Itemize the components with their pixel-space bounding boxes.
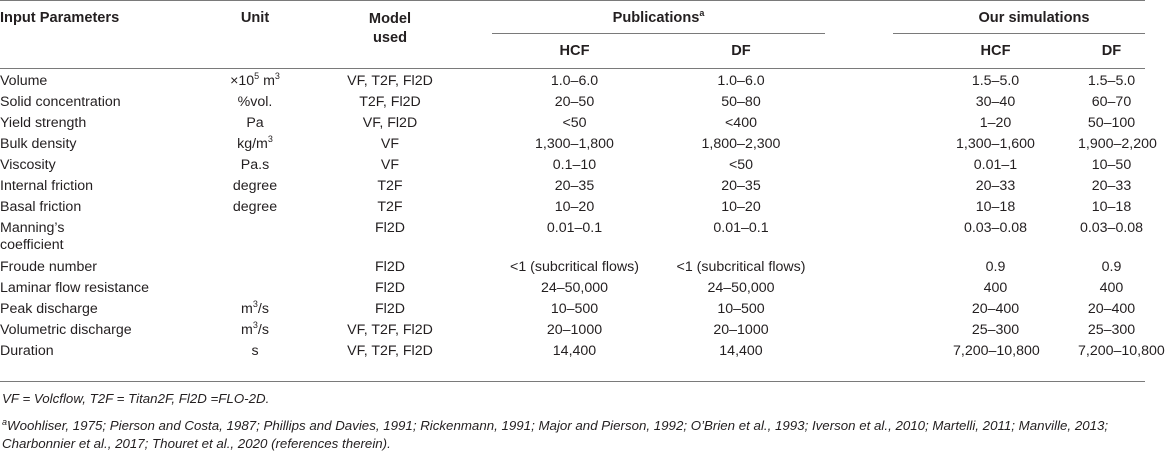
pub-df-cell: 14,400 bbox=[719, 343, 763, 360]
abbreviations-note: VF = Volcflow, T2F = Titan2F, Fl2D =FLO-2D. bbox=[2, 391, 270, 406]
header-unit: Unit bbox=[240, 10, 270, 26]
sim-hcf-cell: 0.9 bbox=[985, 258, 1006, 275]
sim-df-cell: 50–100 bbox=[1087, 114, 1136, 131]
unit-text: degree bbox=[232, 199, 278, 216]
pub-df-cell: 50–80 bbox=[721, 93, 761, 110]
model-cell: VF, T2F, Fl2D bbox=[347, 72, 433, 89]
unit-text: Pa.s bbox=[240, 157, 270, 174]
header-sim-hcf: HCF bbox=[980, 43, 1011, 59]
pub-df-cell: <1 (subcritical flows) bbox=[676, 258, 806, 275]
param-cell: Solid concentration bbox=[0, 93, 121, 110]
sim-df-cell: 400 bbox=[1099, 279, 1124, 296]
pub-hcf-cell: 1.0–6.0 bbox=[550, 72, 599, 89]
references-note bbox=[2, 417, 1142, 453]
sim-hcf-cell: 1–20 bbox=[979, 114, 1012, 131]
sim-df-cell: 60–70 bbox=[1091, 93, 1132, 110]
sim-hcf-cell: 10–18 bbox=[975, 199, 1016, 216]
pub-df-cell: 1,800–2,300 bbox=[701, 135, 781, 152]
param-cell: Yield strength bbox=[0, 114, 87, 131]
unit-suffix: /s bbox=[257, 300, 269, 317]
sim-df-cell: 0.9 bbox=[1101, 258, 1122, 275]
sim-hcf-cell: 0.03–0.08 bbox=[963, 219, 1028, 236]
unit-cell bbox=[200, 112, 310, 133]
pub-hcf-cell: 10–20 bbox=[554, 199, 595, 216]
header-sim-df: DF bbox=[1101, 43, 1122, 59]
unit-superscript: 3 bbox=[252, 298, 258, 309]
header-pub-hcf: HCF bbox=[559, 43, 590, 59]
table-row bbox=[0, 112, 1145, 133]
model-cell: Fl2D bbox=[375, 300, 405, 317]
sim-hcf-cell: 1,300–1,600 bbox=[956, 135, 1035, 152]
pub-df-cell: <50 bbox=[728, 157, 754, 174]
table-row bbox=[0, 256, 1145, 277]
param-cell: Volume bbox=[0, 72, 48, 89]
model-cell: T2F bbox=[377, 199, 403, 216]
header-publications-label: Publications bbox=[612, 10, 700, 26]
model-cell: Fl2D bbox=[375, 258, 405, 275]
table-row bbox=[0, 341, 1145, 362]
unit-cell bbox=[200, 277, 310, 298]
pub-df-cell: 10–500 bbox=[717, 300, 765, 317]
sim-df-cell: 7,200–10,800 bbox=[1078, 343, 1165, 360]
param-cell: Duration bbox=[0, 343, 54, 360]
table-row bbox=[0, 70, 1145, 91]
pub-hcf-cell: 20–35 bbox=[554, 178, 595, 195]
sim-df-cell: 20–33 bbox=[1091, 178, 1132, 195]
unit-text: m bbox=[241, 321, 253, 338]
table-row bbox=[0, 277, 1145, 298]
pub-df-cell: 20–1000 bbox=[713, 321, 769, 338]
unit-cell bbox=[200, 256, 310, 277]
model-cell: VF bbox=[380, 157, 400, 174]
model-cell: T2F bbox=[377, 178, 403, 195]
sim-df-cell: 10–50 bbox=[1091, 157, 1132, 174]
table-row bbox=[0, 197, 1145, 218]
header-model-used bbox=[310, 0, 470, 70]
unit-cell bbox=[200, 176, 310, 197]
model-cell: VF, T2F, Fl2D bbox=[347, 343, 433, 360]
pub-hcf-cell: <1 (subcritical flows) bbox=[510, 258, 639, 275]
unit-text: s bbox=[251, 343, 259, 360]
unit-cell bbox=[200, 218, 310, 256]
sim-hcf-cell: 1.5–5.0 bbox=[971, 72, 1020, 89]
pub-df-cell: 24–50,000 bbox=[707, 279, 775, 296]
table-row bbox=[0, 319, 1145, 340]
sim-hcf-cell: 0.01–1 bbox=[973, 157, 1018, 174]
model-cell: Fl2D bbox=[375, 279, 405, 296]
param-line2: coefficient bbox=[0, 236, 64, 253]
unit-cell bbox=[200, 91, 310, 112]
pub-hcf-cell: 20–1000 bbox=[546, 321, 603, 338]
pub-df-cell: 1.0–6.0 bbox=[717, 72, 765, 89]
unit-superscript: 3 bbox=[274, 70, 280, 81]
pub-hcf-cell: 0.1–10 bbox=[552, 157, 597, 174]
header-model-line2: used bbox=[372, 30, 408, 46]
param-cell: Bulk density bbox=[0, 135, 77, 152]
param-cell: Laminar flow resistance bbox=[0, 279, 150, 296]
param-cell: Froude number bbox=[0, 258, 97, 275]
pub-hcf-cell: 10–500 bbox=[550, 300, 599, 317]
header-input-parameters: Input Parameters bbox=[0, 10, 120, 26]
pub-hcf-cell: 14,400 bbox=[552, 343, 597, 360]
sim-hcf-cell: 400 bbox=[983, 279, 1008, 296]
header-pub-df: DF bbox=[731, 43, 751, 59]
table-row bbox=[0, 298, 1145, 319]
pub-df-cell: 0.01–0.1 bbox=[713, 219, 769, 236]
header-model-line1: Model bbox=[368, 11, 412, 27]
unit-suffix: /s bbox=[257, 321, 269, 338]
unit-text: Pa bbox=[246, 114, 264, 131]
table-row bbox=[0, 176, 1145, 197]
table-row bbox=[0, 91, 1145, 112]
sim-df-cell: 10–18 bbox=[1091, 199, 1132, 216]
unit-text: kg/m bbox=[237, 135, 268, 152]
table-row bbox=[0, 133, 1145, 154]
sim-df-cell: 20–400 bbox=[1087, 300, 1136, 317]
table-notes bbox=[2, 390, 1142, 453]
pub-hcf-cell: 20–50 bbox=[554, 93, 595, 110]
param-cell: Volumetric discharge bbox=[0, 321, 132, 338]
param-cell: Basal friction bbox=[0, 199, 82, 216]
unit-cell bbox=[200, 319, 310, 340]
sim-df-cell: 1,900–2,200 bbox=[1078, 135, 1157, 152]
param-cell: Internal friction bbox=[0, 178, 94, 195]
unit-cell bbox=[200, 70, 310, 91]
unit-superscript: 5 bbox=[254, 70, 260, 81]
unit-cell bbox=[200, 298, 310, 319]
unit-text: m bbox=[241, 300, 253, 317]
unit-cell bbox=[200, 155, 310, 176]
sim-df-cell: 0.03–0.08 bbox=[1079, 219, 1144, 236]
unit-text: degree bbox=[232, 178, 278, 195]
pub-df-cell: <400 bbox=[725, 114, 757, 131]
model-cell: VF, Fl2D bbox=[362, 114, 418, 131]
model-cell: VF bbox=[380, 135, 400, 152]
unit-cell bbox=[200, 341, 310, 362]
sim-hcf-cell: 25–300 bbox=[971, 321, 1020, 338]
pub-df-cell: 10–20 bbox=[721, 199, 761, 216]
pub-hcf-cell: 24–50,000 bbox=[540, 279, 609, 296]
pub-hcf-cell: 0.01–0.1 bbox=[546, 219, 603, 236]
model-cell: T2F, Fl2D bbox=[359, 93, 421, 110]
model-cell: VF, T2F, Fl2D bbox=[347, 321, 433, 338]
model-cell: Fl2D bbox=[375, 219, 405, 236]
unit-superscript: 3 bbox=[252, 319, 258, 330]
sim-df-cell: 1.5–5.0 bbox=[1087, 72, 1136, 89]
header-our-simulations: Our simulations bbox=[978, 10, 1090, 26]
sim-hcf-cell: 20–400 bbox=[971, 300, 1020, 317]
table-bottom-rule bbox=[0, 381, 1145, 382]
sim-hcf-cell: 7,200–10,800 bbox=[953, 343, 1040, 360]
header-publications bbox=[492, 0, 825, 36]
sim-hcf-cell: 30–40 bbox=[975, 93, 1016, 110]
unit-cell bbox=[200, 197, 310, 218]
param-cell bbox=[0, 218, 200, 256]
unit-text: ×10 bbox=[230, 72, 255, 89]
unit-superscript: 3 bbox=[267, 133, 273, 144]
table-row bbox=[0, 155, 1145, 176]
references-marker: a bbox=[2, 417, 8, 427]
param-line1: Manning’s bbox=[0, 219, 65, 236]
param-cell: Viscosity bbox=[0, 157, 56, 174]
sim-hcf-cell: 20–33 bbox=[975, 178, 1016, 195]
unit-cell bbox=[200, 133, 310, 154]
table-row bbox=[0, 218, 1145, 256]
unit-text: %vol. bbox=[237, 93, 273, 110]
header-publications-sup: a bbox=[699, 8, 705, 18]
pub-hcf-cell: <50 bbox=[562, 114, 587, 131]
pub-hcf-cell: 1,300–1,800 bbox=[535, 135, 614, 152]
unit-suffix: m bbox=[259, 72, 275, 89]
sim-df-cell: 25–300 bbox=[1087, 321, 1136, 338]
references-text: Woohliser, 1975; Pierson and Costa, 1987; Phillips and Davies, 1991; Rickenmann, 1991; Major and Pierson, 1992; O’Brien et al., 1993; Iverson et al., 2010; Martelli, 2011; Manville, 2013; Charbonnier et al., 2017; Thouret et al., 2020 (references therein). bbox=[2, 418, 1109, 451]
param-cell: Peak discharge bbox=[0, 300, 98, 317]
pub-df-cell: 20–35 bbox=[721, 178, 761, 195]
